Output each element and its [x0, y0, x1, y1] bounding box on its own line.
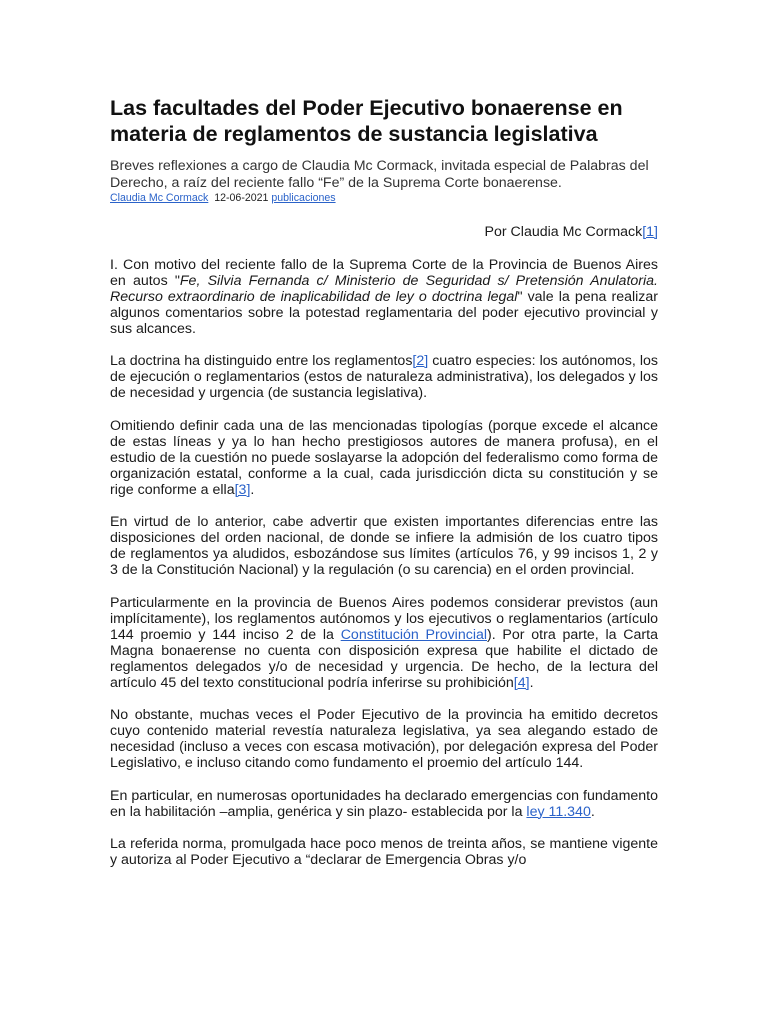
ley-11340-link[interactable]: ley 11.340 [526, 803, 591, 820]
publish-date: 12-06-2021 [214, 192, 269, 204]
paragraph-1-text-a: I. Con motivo del reciente fallo de la Suprema Corte de la Provincia de Buenos Aires en autos " [110, 256, 658, 289]
byline-text: Por Claudia Mc Cormack [484, 224, 643, 240]
article-title: Las facultades del Poder Ejecutivo bonaerense en materia de reglamentos de sustancia legislativa [110, 96, 623, 146]
paragraph-3 [110, 418, 658, 498]
paragraph-3-text-a: Omitiendo definir cada una de las mencionadas tipologías (porque excede el alcance de estas líneas y ya lo han hecho prestigiosos autores de manera profusa), en el estudio de la cuestión no puede soslayarse la adopción del federalismo como forma de organización estatal, conforme a la cual, cada jurisdicción dicta su constitución y se rige conforme a ella [110, 417, 658, 498]
case-title: Fe, Silvia Fernanda c/ Ministerio de Seguridad s/ Pretensión Anulatoria. Recurso extraordinario de inaplicabilidad de ley o doctrina legal [110, 272, 658, 305]
paragraph-6: No obstante, muchas veces el Poder Ejecutivo de la provincia ha emitido decretos cuyo contenido material revestía naturaleza legislativa, ya sea alegando estado de necesidad (incluso a veces con escasa motivación), por delegación expresa del Poder Legislativo, e incluso citando como fundamento el proemio del artículo 144. [110, 707, 658, 771]
paragraph-1-text-b: " vale la pena realizar algunos comentarios sobre la potestad reglamentaria del poder ejecutivo provincial y sus alcances. [110, 288, 658, 337]
footnote-link-2[interactable]: [2] [412, 353, 429, 369]
paragraph-4: En virtud de lo anterior, cabe advertir que existen importantes diferencias entre las disposiciones del orden nacional, de donde se infiere la admisión de los cuatro tipos de reglamentos ya aludidos, esbozándose sus límites (artículos 76, y 99 incisos 1, 2 y 3 de la Constitución Nacional) y la regulación (o su carencia) en el orden provincial. [110, 514, 658, 578]
paragraph-7-text-a: En particular, en numerosas oportunidades ha declarado emergencias con fundamento en la habilitación –amplia, genérica y sin plazo- establecida por la [110, 787, 658, 820]
byline [110, 224, 658, 241]
footnote-link-1[interactable]: [1] [642, 224, 658, 240]
constitucion-provincial-link[interactable]: Constitución Provincial [340, 626, 488, 643]
paragraph-2-text-b: cuatro especies: los autónomos, los de ejecución o reglamentarios (estos de naturaleza administrativa), los delegados y los de necesidad y urgencia (de sustancia legislativa). [110, 353, 658, 401]
paragraph-5 [110, 595, 658, 691]
paragraph-5-text-b: ). Por otra parte, la Carta Magna bonaerense no cuenta con disposición expresa que habilite el dictado de reglamentos delegados y/o de necesidad y urgencia. De hecho, de la lectura del artículo 45 del texto constitucional podría inferirse su prohibición [110, 626, 658, 691]
article-body [110, 257, 658, 869]
footnote-link-3[interactable]: [3] [234, 481, 251, 498]
paragraph-7 [110, 788, 658, 820]
category-link[interactable]: publicaciones [271, 192, 336, 204]
paragraph-8: La referida norma, promulgada hace poco menos de treinta años, se mantiene vigente y autoriza al Poder Ejecutivo a “declarar de Emergencia Obras y/o [110, 836, 658, 868]
paragraph-2 [110, 353, 658, 401]
paragraph-5-text-c: . [529, 674, 534, 691]
article-meta [110, 192, 658, 205]
paragraph-5-text-a: Particularmente en la provincia de Buenos Aires podemos considerar previstos (aun implícitamente), los reglamentos autónomos y los ejecutivos o reglamentarios (artículo 144 proemio y 144 inciso 2 de la [110, 594, 658, 643]
paragraph-7-text-b: . [590, 803, 595, 820]
paragraph-3-text-b: . [250, 481, 255, 498]
paragraph-1 [110, 257, 658, 337]
footnote-link-4[interactable]: [4] [513, 674, 530, 691]
paragraph-2-text-a: La doctrina ha distinguido entre los reglamentos [110, 353, 413, 369]
author-link[interactable]: Claudia Mc Cormack [110, 192, 209, 204]
article-subtitle: Breves reflexiones a cargo de Claudia Mc Cormack, invitada especial de Palabras del Derecho, a raíz del reciente fallo “Fe” de la Suprema Corte bonaerense. [110, 158, 649, 191]
